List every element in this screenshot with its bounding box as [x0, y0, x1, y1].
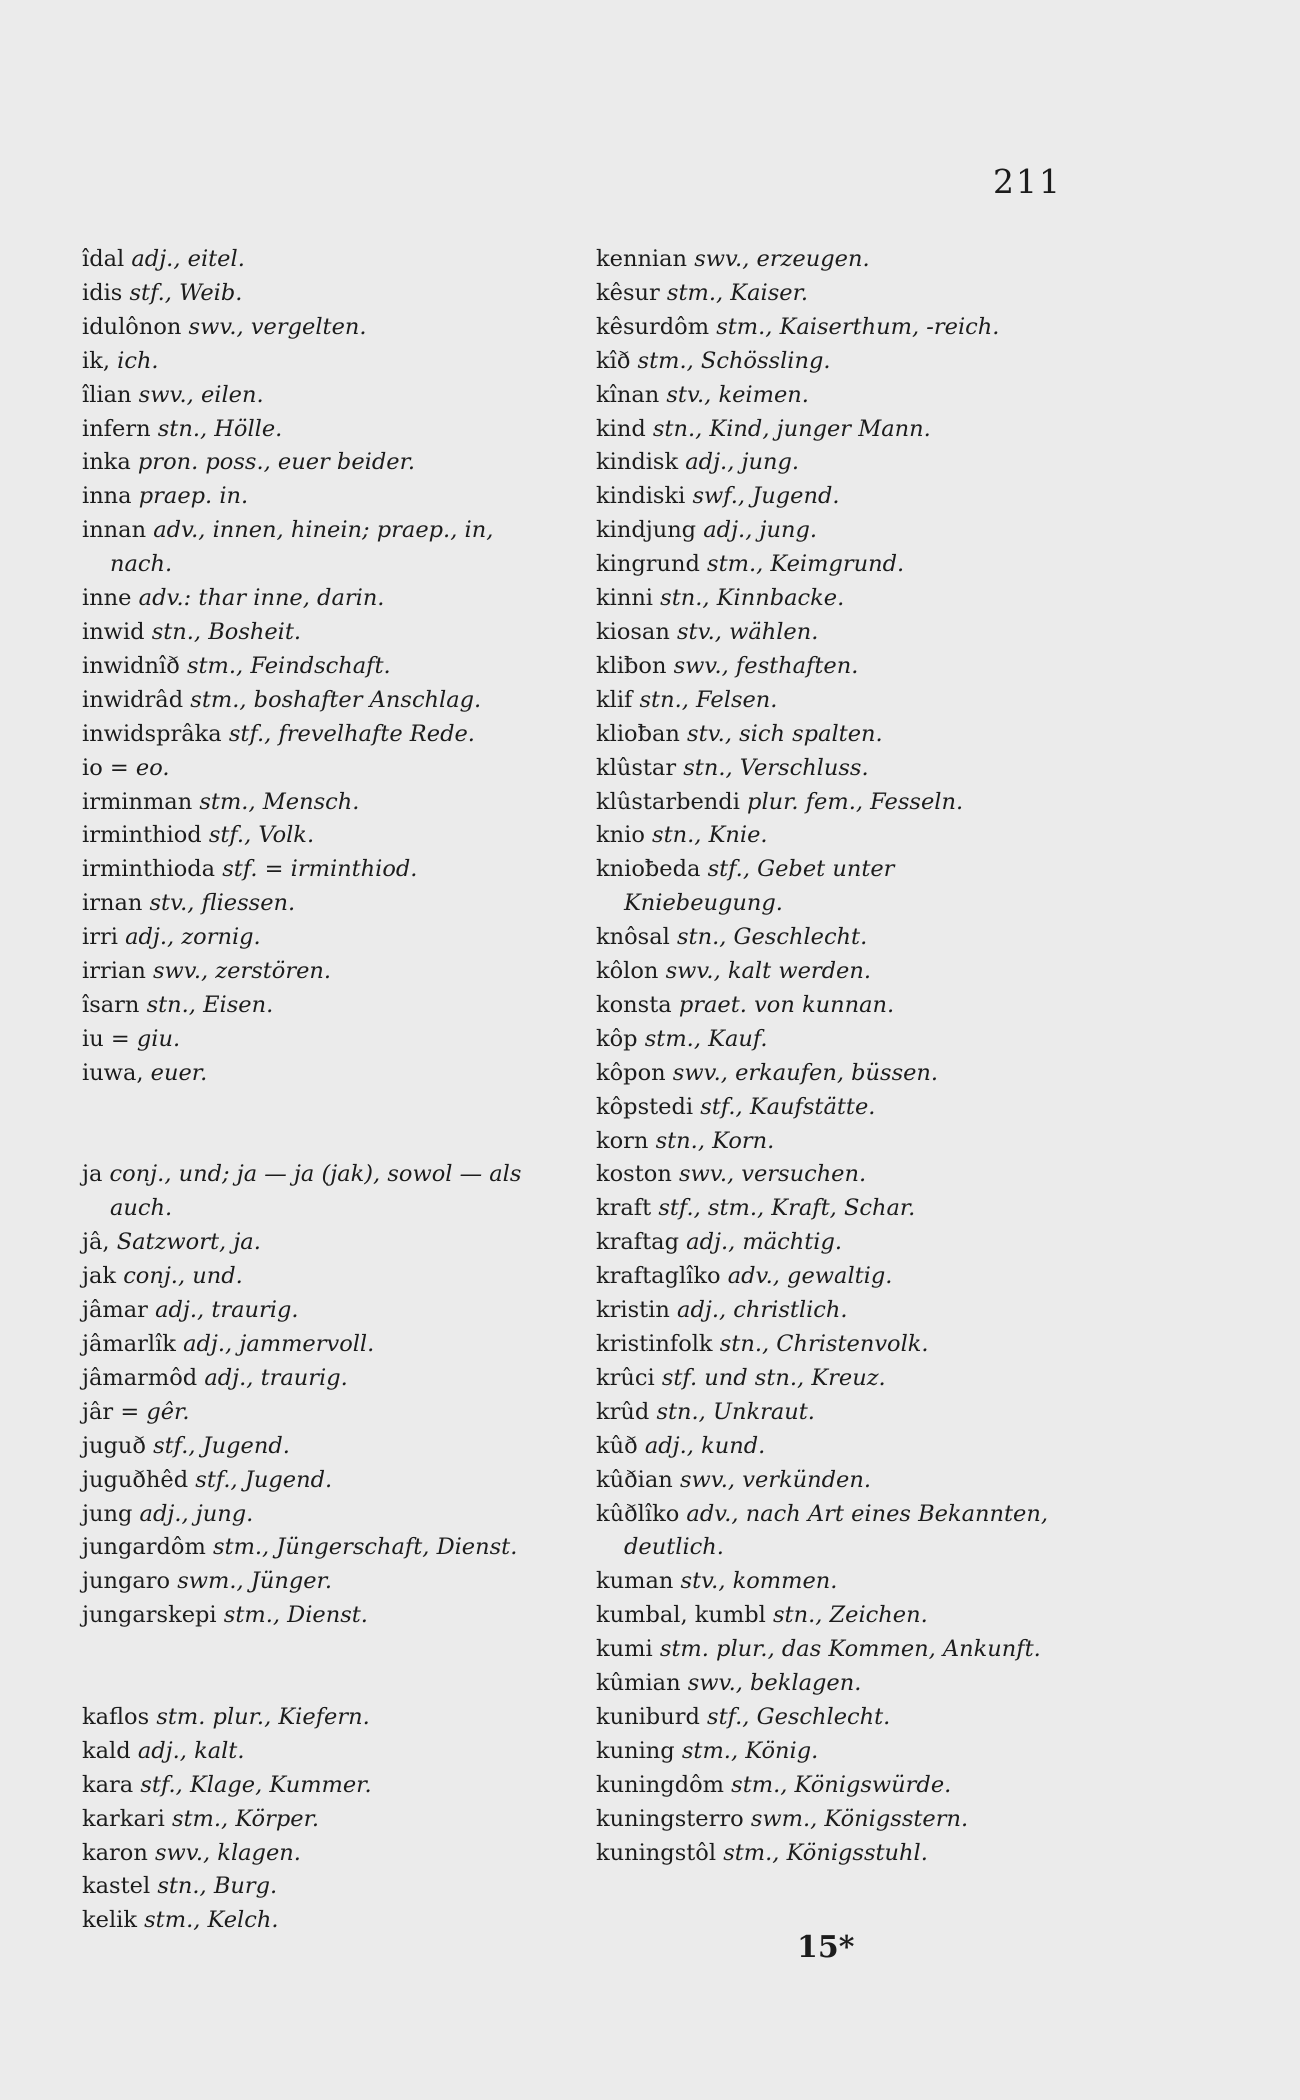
- dictionary-entry: [596, 684, 1058, 718]
- dictionary-entry: [596, 1599, 1058, 1633]
- entry-headword: kara: [82, 1771, 134, 1798]
- entry-headword: jung: [82, 1500, 133, 1527]
- dictionary-entry: [82, 413, 562, 447]
- entry-headword: ja: [82, 1161, 103, 1188]
- entry-gloss: adj., kund.: [644, 1432, 766, 1459]
- dictionary-entry: [596, 1091, 1058, 1125]
- entry-gloss: adv., nach Art eines Bekannten, deutlich.: [624, 1500, 1048, 1561]
- entry-headword: knôsal: [596, 924, 670, 951]
- entry-headword: inwidsprâka: [82, 720, 222, 747]
- entry-headword: iu: [82, 1025, 104, 1052]
- entry-gloss: adj., traurig.: [204, 1364, 348, 1391]
- entry-headword: kastel: [82, 1873, 151, 1900]
- entry-gloss: stm., Schössling.: [637, 347, 831, 374]
- dictionary-entry: [596, 1226, 1058, 1260]
- entry-gloss: adj., christlich.: [677, 1297, 848, 1324]
- entry-headword: kôpon: [596, 1059, 666, 1086]
- entry-gloss: stn., Eisen.: [146, 991, 274, 1018]
- dictionary-entry: [596, 1735, 1058, 1769]
- dictionary-entry: [596, 1498, 1058, 1566]
- page-number: 211: [993, 162, 1062, 201]
- dictionary-entry: [82, 1430, 562, 1464]
- entry-headword: klûstar: [596, 754, 677, 781]
- entry-headword: irminthiod: [82, 822, 202, 849]
- entry-gloss: stn., Hölle.: [157, 415, 283, 442]
- signature-mark: 15*: [797, 1930, 855, 1965]
- dictionary-entry: [596, 311, 1058, 345]
- entry-headword: kînan: [596, 381, 660, 408]
- dictionary-entry: [82, 480, 562, 514]
- entry-headword: krûci: [596, 1364, 655, 1391]
- entry-headword: jâmarmôd: [82, 1364, 198, 1391]
- dictionary-entry: [82, 1294, 562, 1328]
- entry-headword: kraftaglîko: [596, 1263, 721, 1290]
- entry-gloss: stm., Jüngerschaft, Dienst.: [212, 1534, 518, 1561]
- dictionary-entry: [596, 1464, 1058, 1498]
- entry-gloss: swv., eilen.: [138, 381, 264, 408]
- dictionary-entry: [82, 650, 562, 684]
- entry-headword: kindisk: [596, 449, 679, 476]
- entry-gloss: adv.: thar inne, darin.: [138, 585, 385, 612]
- dictionary-entry: [82, 243, 562, 277]
- entry-gloss: praet. von kunnan.: [678, 991, 895, 1018]
- entry-headword: kinni: [596, 585, 654, 612]
- entry-gloss: stn., Unkraut.: [656, 1398, 815, 1425]
- entry-gloss: stf., Volk.: [208, 822, 315, 849]
- entry-headword: kumbal, kumbl: [596, 1602, 766, 1629]
- dictionary-entry: [596, 1294, 1058, 1328]
- entry-gloss: stf., Geschlecht.: [707, 1703, 891, 1730]
- entry-headword: jâmarlîk: [82, 1330, 176, 1357]
- entry-gloss: stf., Jugend.: [153, 1432, 290, 1459]
- dictionary-entry: [82, 446, 562, 480]
- entry-headword: kliƀon: [596, 652, 667, 679]
- dictionary-entry: [82, 277, 562, 311]
- dictionary-entry: [82, 1837, 562, 1871]
- dictionary-entry: [82, 989, 562, 1023]
- entry-gloss: stm., Keimgrund.: [707, 551, 905, 578]
- dictionary-entry: [82, 1904, 562, 1938]
- entry-gloss: adv., gewaltig.: [727, 1263, 893, 1290]
- dictionary-entry: [596, 582, 1058, 616]
- entry-headword: kûðian: [596, 1466, 673, 1493]
- entry-headword: kald: [82, 1737, 131, 1764]
- section-gap: [82, 1633, 562, 1701]
- dictionary-entry: [82, 311, 562, 345]
- entry-headword: kûðlîko: [596, 1500, 680, 1527]
- dictionary-entry: [82, 684, 562, 718]
- dictionary-entry: [596, 1362, 1058, 1396]
- entry-headword: idis: [82, 279, 123, 306]
- right-column: [596, 243, 1058, 1871]
- entry-headword: jungaro: [82, 1568, 171, 1595]
- entry-headword: inna: [82, 483, 132, 510]
- dictionary-entry: [596, 480, 1058, 514]
- entry-gloss: stn., Knie.: [652, 822, 768, 849]
- entry-gloss: swm., Jünger.: [177, 1568, 332, 1595]
- entry-headword: iuwa,: [82, 1059, 144, 1086]
- dictionary-entry: [596, 514, 1058, 548]
- entry-gloss: adj., mächtig.: [686, 1229, 843, 1256]
- entry-headword: jungarskepi: [82, 1602, 217, 1629]
- dictionary-entry: [82, 616, 562, 650]
- entry-headword: inwidnîð: [82, 652, 180, 679]
- entry-gloss: praep. in.: [138, 483, 249, 510]
- entry-headword: kîð: [596, 347, 631, 374]
- entry-headword: jungardôm: [82, 1534, 206, 1561]
- dictionary-entry: [82, 1870, 562, 1904]
- entry-headword: îsarn: [82, 991, 140, 1018]
- entry-headword: inwid: [82, 618, 145, 645]
- entry-gloss: = gêr.: [120, 1398, 190, 1425]
- entry-gloss: stf., Klage, Kummer.: [140, 1771, 372, 1798]
- entry-gloss: stf., Gebet unter Kniebeugung.: [624, 856, 895, 917]
- entry-gloss: swv., zerstören.: [152, 958, 332, 985]
- entry-headword: konsta: [596, 991, 672, 1018]
- entry-gloss: adj., jung.: [685, 449, 800, 476]
- entry-headword: kuman: [596, 1568, 674, 1595]
- entry-headword: jak: [82, 1263, 117, 1290]
- entry-gloss: swv., versuchen.: [678, 1161, 867, 1188]
- dictionary-entry: [82, 955, 562, 989]
- dictionary-entry: [82, 718, 562, 752]
- entry-headword: kêsurdôm: [596, 313, 710, 340]
- entry-headword: kôpstedi: [596, 1093, 694, 1120]
- entry-gloss: stm., Kaiser.: [666, 279, 809, 306]
- dictionary-entry: [596, 616, 1058, 650]
- dictionary-entry: [82, 514, 562, 582]
- entry-gloss: stm., Feindschaft.: [186, 652, 391, 679]
- entry-headword: karon: [82, 1839, 148, 1866]
- entry-headword: kuningstôl: [596, 1839, 717, 1866]
- dictionary-entry: [596, 277, 1058, 311]
- dictionary-entry: [596, 718, 1058, 752]
- dictionary-entry: [82, 1057, 562, 1091]
- dictionary-entry: [82, 1769, 562, 1803]
- dictionary-entry: [82, 921, 562, 955]
- dictionary-entry: [82, 1735, 562, 1769]
- entry-headword: jâr: [82, 1398, 114, 1425]
- dictionary-entry: [596, 1565, 1058, 1599]
- dictionary-entry: [82, 582, 562, 616]
- dictionary-entry: [596, 1057, 1058, 1091]
- entry-headword: kindjung: [596, 517, 697, 544]
- entry-headword: îlian: [82, 381, 132, 408]
- entry-gloss: stn., Christenvolk.: [719, 1331, 929, 1357]
- entry-headword: klioƀan: [596, 720, 680, 747]
- entry-gloss: stm., Kaiserthum, -reich.: [716, 313, 1000, 340]
- entry-headword: juguð: [82, 1432, 146, 1459]
- entry-headword: îdal: [82, 246, 125, 272]
- entry-gloss: stm., Körper.: [171, 1805, 320, 1832]
- entry-gloss: stf. = irminthiod.: [222, 856, 418, 883]
- entry-gloss: stm., König.: [681, 1737, 819, 1764]
- entry-headword: ik,: [82, 347, 110, 374]
- entry-gloss: stm., boshafter Anschlag.: [190, 686, 482, 713]
- entry-gloss: adj., jung.: [139, 1500, 254, 1527]
- entry-headword: kraft: [596, 1195, 652, 1222]
- dictionary-entry: [596, 650, 1058, 684]
- entry-headword: kûmian: [596, 1670, 681, 1697]
- entry-gloss: stf., frevelhafte Rede.: [228, 720, 475, 747]
- entry-gloss: adj., eitel.: [131, 246, 245, 272]
- dictionary-entry: [596, 548, 1058, 582]
- entry-gloss: conj., und; ja — ja (jak), sowol — als auch.: [109, 1161, 522, 1222]
- entry-gloss: stm., Dienst.: [223, 1602, 368, 1629]
- dictionary-entry: [82, 853, 562, 887]
- dictionary-entry: [596, 1837, 1058, 1871]
- dictionary-entry: [596, 1633, 1058, 1667]
- entry-gloss: swv., festhaften.: [673, 652, 859, 679]
- dictionary-entry: [596, 1328, 1058, 1362]
- entry-headword: inka: [82, 449, 131, 476]
- entry-headword: kôp: [596, 1025, 638, 1052]
- entry-gloss: adj., jammervoll.: [183, 1330, 375, 1357]
- entry-headword: kaflos: [82, 1703, 150, 1730]
- dictionary-entry: [596, 1769, 1058, 1803]
- dictionary-entry: [596, 1430, 1058, 1464]
- entry-gloss: stv., fliessen.: [149, 890, 296, 917]
- entry-gloss: stm. plur., das Kommen, Ankunft.: [659, 1636, 1041, 1663]
- dictionary-entry: [82, 1023, 562, 1057]
- dictionary-entry: [82, 786, 562, 820]
- entry-headword: innan: [82, 517, 147, 544]
- dictionary-entry: [596, 1158, 1058, 1192]
- entry-gloss: stm., Königswürde.: [731, 1771, 952, 1798]
- entry-headword: kuningsterro: [596, 1805, 744, 1832]
- entry-gloss: stm., Kelch.: [144, 1907, 279, 1934]
- entry-gloss: stn., Geschlecht.: [676, 924, 868, 951]
- dictionary-entry: [596, 752, 1058, 786]
- entry-headword: kraftag: [596, 1229, 679, 1256]
- dictionary-entry: [82, 1464, 562, 1498]
- entry-gloss: adv., innen, hinein; praep., in, nach.: [110, 517, 494, 578]
- dictionary-entry: [82, 1328, 562, 1362]
- entry-gloss: stn., Verschluss.: [683, 754, 869, 781]
- entry-gloss: swv., erkaufen, büssen.: [672, 1059, 939, 1086]
- entry-headword: karkari: [82, 1805, 165, 1832]
- left-column: [82, 243, 562, 1938]
- entry-headword: klûstarbendi: [596, 788, 740, 815]
- entry-headword: inne: [82, 585, 132, 612]
- dictionary-entry: [596, 379, 1058, 413]
- dictionary-entry: [82, 345, 562, 379]
- section-gap: [82, 1091, 562, 1159]
- dictionary-entry: [596, 989, 1058, 1023]
- entry-headword: kiosan: [596, 618, 670, 645]
- entry-gloss: adj., traurig.: [155, 1297, 299, 1324]
- entry-headword: irminman: [82, 788, 193, 815]
- dictionary-entry: [82, 1396, 562, 1430]
- dictionary-entry: [82, 1260, 562, 1294]
- entry-headword: idulônon: [82, 313, 182, 340]
- entry-headword: knioƀeda: [596, 856, 701, 883]
- entry-gloss: swv., klagen.: [155, 1839, 301, 1866]
- entry-gloss: stn., Felsen.: [639, 686, 778, 713]
- entry-headword: jâmar: [82, 1297, 148, 1324]
- entry-headword: irminthioda: [82, 856, 216, 883]
- dictionary-entry: [596, 1396, 1058, 1430]
- entry-gloss: stv., wählen.: [676, 618, 819, 645]
- entry-gloss: stm., Kauf.: [644, 1025, 768, 1052]
- entry-headword: kelik: [82, 1907, 137, 1934]
- entry-gloss: plur. fem., Fesseln.: [747, 788, 964, 815]
- entry-gloss: adj., zornig.: [125, 924, 261, 951]
- entry-headword: krûd: [596, 1398, 650, 1425]
- entry-gloss: stm., Königsstuhl.: [723, 1839, 928, 1866]
- dictionary-entry: [596, 1125, 1058, 1159]
- dictionary-entry: [82, 1498, 562, 1532]
- dictionary-entry: [596, 1701, 1058, 1735]
- entry-gloss: ich.: [117, 347, 159, 374]
- entry-gloss: stn., Korn.: [655, 1127, 775, 1154]
- dictionary-entry: [596, 1023, 1058, 1057]
- entry-gloss: stn., Zeichen.: [773, 1602, 928, 1629]
- dictionary-entry: [82, 1599, 562, 1633]
- dictionary-entry: [82, 1531, 562, 1565]
- dictionary-entry: [82, 1803, 562, 1837]
- entry-headword: irrian: [82, 958, 146, 985]
- entry-headword: kristin: [596, 1297, 670, 1324]
- entry-headword: irri: [82, 924, 118, 951]
- dictionary-entry: [596, 345, 1058, 379]
- entry-headword: infern: [82, 415, 151, 442]
- dictionary-entry: [596, 921, 1058, 955]
- entry-headword: knio: [596, 822, 645, 849]
- entry-headword: kuning: [596, 1737, 675, 1764]
- entry-gloss: stv., keimen.: [666, 381, 809, 408]
- dictionary-entry: [596, 1803, 1058, 1837]
- dictionary-entry: [596, 786, 1058, 820]
- entry-gloss: stf., Kaufstätte.: [700, 1093, 876, 1120]
- dictionary-entry: [82, 752, 562, 786]
- entry-gloss: stf., Weib.: [129, 279, 243, 306]
- entry-gloss: stn., Kind, junger Mann.: [652, 415, 931, 442]
- dictionary-entry: [596, 243, 1058, 277]
- entry-gloss: swv., erzeugen.: [694, 246, 870, 272]
- dictionary-entry: [82, 887, 562, 921]
- dictionary-entry: [82, 1701, 562, 1735]
- entry-headword: kôlon: [596, 958, 659, 985]
- entry-gloss: swv., kalt werden.: [665, 958, 872, 985]
- dictionary-entry: [596, 955, 1058, 989]
- dictionary-entry: [82, 1226, 562, 1260]
- entry-gloss: swv., beklagen.: [687, 1670, 862, 1697]
- entry-headword: kuniburd: [596, 1703, 700, 1730]
- dictionary-entry: [596, 1260, 1058, 1294]
- entry-headword: kind: [596, 415, 646, 442]
- entry-gloss: stn., Bosheit.: [151, 618, 302, 645]
- entry-headword: kristinfolk: [596, 1331, 713, 1357]
- entry-gloss: adj., jung.: [703, 517, 818, 544]
- entry-headword: inwidrâd: [82, 686, 184, 713]
- entry-headword: kennian: [596, 246, 688, 272]
- entry-gloss: stv., sich spalten.: [687, 720, 883, 747]
- entry-gloss: stf. und stn., Kreuz.: [661, 1364, 886, 1391]
- entry-gloss: swf., Jugend.: [692, 483, 840, 510]
- dictionary-entry: [596, 1192, 1058, 1226]
- dictionary-entry: [596, 413, 1058, 447]
- entry-gloss: swv., verkünden.: [679, 1466, 872, 1493]
- entry-gloss: stm., Mensch.: [199, 788, 360, 815]
- dictionary-entry: [82, 1565, 562, 1599]
- entry-gloss: = eo.: [109, 754, 170, 781]
- entry-headword: juguðhêd: [82, 1466, 189, 1493]
- entry-gloss: stv., kommen.: [680, 1568, 838, 1595]
- entry-headword: kingrund: [596, 551, 700, 578]
- dictionary-entry: [82, 1158, 562, 1226]
- entry-gloss: adj., kalt.: [137, 1737, 245, 1764]
- entry-headword: kumi: [596, 1636, 653, 1663]
- entry-headword: jâ,: [82, 1229, 110, 1256]
- entry-headword: korn: [596, 1127, 649, 1154]
- dictionary-entry: [82, 1362, 562, 1396]
- entry-gloss: pron. poss., euer beider.: [137, 449, 416, 476]
- entry-gloss: stn., Burg.: [157, 1873, 278, 1900]
- entry-gloss: euer.: [150, 1059, 208, 1086]
- entry-gloss: stm. plur., Kiefern.: [156, 1703, 370, 1730]
- entry-gloss: stn., Kinnbacke.: [660, 585, 845, 612]
- entry-headword: irnan: [82, 890, 143, 917]
- entry-gloss: stf., Jugend.: [195, 1466, 333, 1493]
- entry-gloss: stf., stm., Kraft, Schar.: [658, 1195, 916, 1222]
- dictionary-entry: [82, 379, 562, 413]
- entry-gloss: swm., Königsstern.: [750, 1805, 969, 1832]
- entry-headword: io: [82, 754, 103, 781]
- dictionary-entry: [596, 819, 1058, 853]
- entry-headword: kindiski: [596, 483, 686, 510]
- entry-headword: kûð: [596, 1432, 638, 1459]
- entry-headword: klif: [596, 686, 633, 713]
- entry-gloss: Satzwort, ja.: [116, 1229, 261, 1256]
- entry-gloss: conj., und.: [123, 1263, 243, 1290]
- entry-headword: kuningdôm: [596, 1771, 724, 1798]
- entry-gloss: = giu.: [110, 1025, 181, 1052]
- entry-headword: kêsur: [596, 279, 660, 306]
- dictionary-entry: [596, 853, 1058, 921]
- dictionary-entry: [596, 446, 1058, 480]
- dictionary-entry: [596, 1667, 1058, 1701]
- entry-headword: koston: [596, 1161, 672, 1188]
- entry-gloss: swv., vergelten.: [188, 313, 367, 340]
- dictionary-entry: [82, 819, 562, 853]
